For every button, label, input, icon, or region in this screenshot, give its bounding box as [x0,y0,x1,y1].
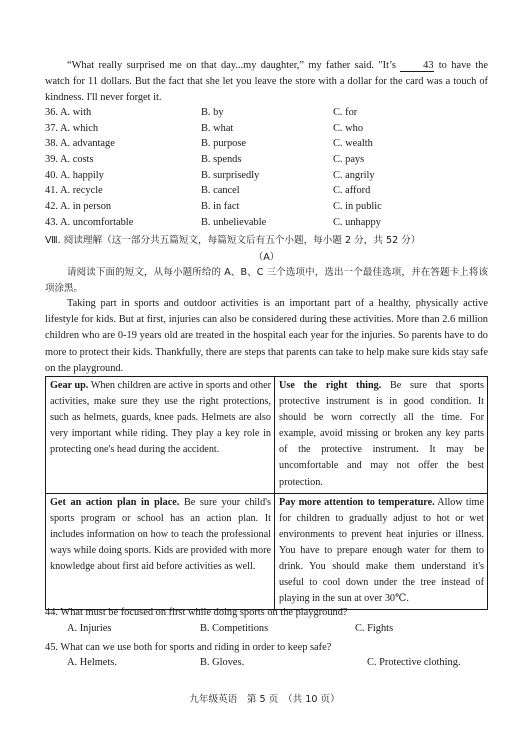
option-a: 37. A. which [45,122,99,134]
question-45-option-c: C. Protective clothing. [367,657,461,668]
question-45-option-b: B. Gloves. [200,657,245,668]
option-b: B. by [201,107,224,118]
cloze-options-list [45,105,488,231]
option-c: C. unhappy [333,216,381,228]
option-b: B. spends [201,154,242,166]
tip-body: When children are active in sports and other activities, make sure they use the right protections, such as helmets, guards, knee pads. Helmets are also very important while riding. They play a key role in protecting one's head during the accident. [50,380,271,456]
option-a: 38. A. advantage [45,138,115,150]
question-44-option-b: B. Competitions [200,623,269,634]
option-b: B. what [201,122,234,134]
option-b: B. cancel [201,185,240,197]
option-b: B. unbelievable [201,216,267,228]
passage-label: （A） [253,252,280,263]
option-a: 43. A. uncomfortable [45,216,134,228]
option-b: B. in fact [201,201,240,213]
option-row-43 [45,215,488,231]
cloze-text-part1: “What really surprised me on that day...my daughter,” my father said. "It’s [67,60,401,71]
tip-title: Gear up. [50,380,89,391]
section-header: Ⅷ. 阅读理解（这一部分共五篇短文，每篇短文后有五个小题，每小题 2 分，共 52 分） [45,235,421,246]
answer-blank-43: 43 [400,60,434,72]
option-a: 41. A. recycle [45,185,103,197]
option-row-37 [45,121,488,137]
option-c: C. in public [333,201,382,213]
question-44-option-a: A. Injuries [67,623,112,634]
option-a: 39. A. costs [45,154,94,166]
option-c: C. pays [333,154,365,166]
option-row-41 [45,183,488,199]
tips-table [45,376,488,610]
tip-body: Allow time for children to gradually adjust to hot or wet environments to prevent heat injuries or illness. You have to prepare enough water for them to drink. You should make them understand it's useful to cool down under the tree instead of playing in the sun at over 30℃. [279,496,484,605]
option-a: 40. A. happily [45,169,104,181]
option-c: C. afford [333,185,371,197]
question-45-stem: 45. What can we use both for sports and riding in order to keep safe? [45,642,332,653]
tip-title: Get an action plan in place. [50,496,180,508]
option-row-40 [45,168,488,184]
tip-title: Pay more attention to temperature. [279,496,435,508]
question-45-option-a: A. Helmets. [67,657,117,668]
page-footer: 九年级英语 第 5 页 （共 10 页） [189,694,340,705]
option-row-38 [45,136,488,152]
cloze-text-part2: to have the watch for 11 dollars. But the fact that she let you leave the store with a dollar for the card was a touch of kindness. I'll never forget it. [45,60,488,104]
tip-temperature [275,493,488,610]
tip-action-plan [46,493,275,610]
question-44-option-c: C. Fights [355,623,394,634]
option-row-36 [45,105,488,121]
tip-gear-up [46,377,275,494]
question-44-stem: 44. What must be focused on first while doing sports on the playground? [45,607,348,618]
option-c: C. for [333,107,358,118]
instruction-text: 请阅读下面的短文，从每小题所给的 A、B、C 三个选项中，选出一个最佳选项，并在答题卡上将该项涂黑。 [45,267,488,294]
option-row-42 [45,199,488,215]
tip-body: Be sure that sports protective instrument is in good condition. It should be worn correctly all the time. For example, avoid missing or broken any key parts of the protective instrument. It may be uncomfortable and may not offer the best protection. [279,380,485,488]
option-c: C. angrily [333,169,375,181]
option-c: C. wealth [333,138,373,150]
option-row-39 [45,152,488,168]
tip-title: Use the right thing. [279,380,382,391]
option-b: B. purpose [201,138,247,150]
tip-body: Be sure your child's sports program or school has an action plan. It includes information on how to teach the professional ways while doing sports. Kids are provided with more knowledge about first aid before activities as well. [50,496,271,573]
option-c: C. who [333,122,364,134]
passage-intro: Taking part in sports and outdoor activities is an important part of a healthy, physically active lifestyle for kids. But at first, injuries can also be considered during these activities. More than 2.6 million children who are 0-19 years old are treated in the hospital each year for the injuries. So parents have to do more to protect their kids. Thankfully, there are steps that parents can take to help make sure kids stay safe on the playground. [45,298,488,374]
option-a: 42. A. in person [45,201,112,213]
option-b: B. surprisedly [201,169,260,181]
tip-use-right-thing [275,377,488,494]
cloze-paragraph [45,58,488,107]
option-a: 36. A. with [45,107,92,118]
